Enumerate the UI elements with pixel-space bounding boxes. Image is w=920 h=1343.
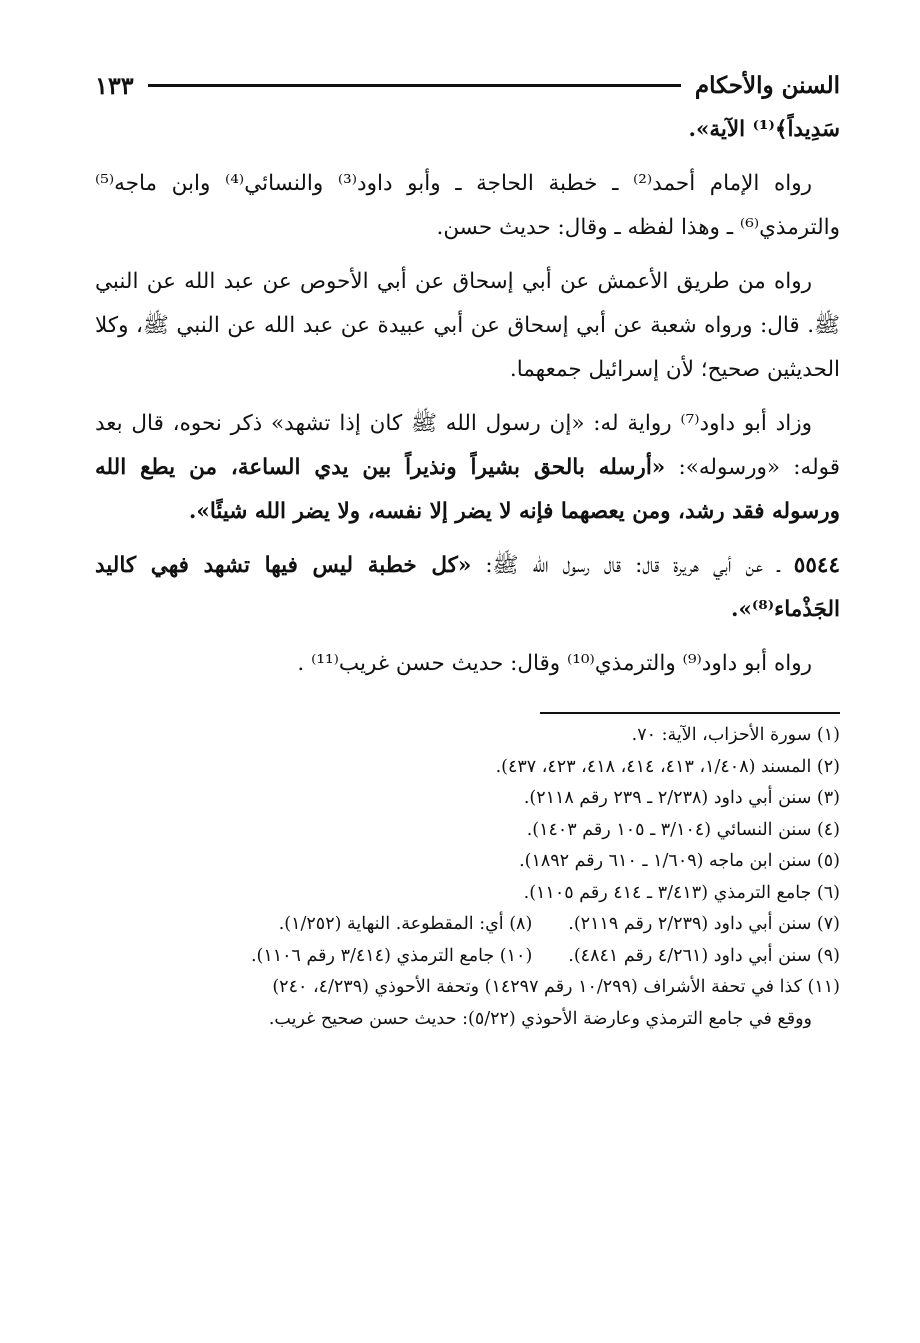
paragraph-isnad: رواه من طريق الأعمش عن أبي إسحاق عن أبي الأحوص عن عبد الله عن النبي ﷺ. قال: ورواه شعبة عن أبي إسحاق عن أبي عبيدة عن عبد الله عن النبي ﷺ، وكلا الحديثين صحيح؛ لأن إسرائيل جمعهما. — [95, 269, 840, 382]
footnote-row-7-8 — [95, 909, 840, 941]
page — [95, 62, 840, 1035]
footnote-4: (٤) سنن النسائي (٣/١٠٤ ـ ١٠٥ رقم ١٤٠٣). — [526, 819, 840, 840]
footnote-11: (١١) كذا في تحفة الأشراف (١٠/٢٩٩ رقم ١٤٢٩٧) وتحفة الأحوذي (٤/٢٣٩، ٢٤٠) — [272, 977, 840, 997]
hadith-chain: ـ عن أبي هريرة قال: قال رسول الله ﷺ: — [471, 553, 794, 578]
footnote-1: (١) سورة الأحزاب، الآية: ٧٠. — [631, 725, 840, 745]
header-rule — [148, 84, 681, 87]
footnote-separator — [540, 712, 840, 714]
footnote-2: (٢) المسند (١/٤٠٨، ٤١٣، ٤١٤، ٤١٨، ٤٢٣، ٤٣٧). — [495, 756, 840, 777]
footnote-9: (٩) سنن أبي داود (٤/٢٦١ رقم ٤٨٤١). — [568, 945, 840, 966]
footnotes — [95, 720, 840, 1035]
footnote-11-continuation: ووقع في جامع الترمذي وعارضة الأحوذي (٥/٢٢): حديث حسن صحيح غريب. — [268, 1008, 812, 1029]
page-number: ١٣٣ — [95, 70, 134, 100]
footnote-7: (٧) سنن أبي داود (٢/٢٣٩ رقم ٢١١٩). — [568, 914, 840, 934]
addition-quote: «أرسله بالحق بشيراً ونذيراً بين يدي الساعة، من يطع الله ورسوله فقد رشد، ومن يعصهما فإنه لا يضر إلا نفسه، ولا يضر الله شيئًا». — [95, 455, 840, 524]
main-text — [95, 108, 840, 686]
hadith-matn: «كل خطبة ليس فيها تشهد فهي كاليد الجَذْماء⁽⁸⁾». — [95, 553, 840, 622]
hadith-number: ٥٥٤٤ — [793, 553, 840, 578]
verse-ending: سَدِيداً﴾⁽¹⁾ الآية». — [688, 117, 840, 142]
footnote-5: (٥) سنن ابن ماجه (١/٦٠٩ ـ ٦١٠ رقم ١٨٩٢). — [519, 851, 840, 871]
paragraph-abu-dawud-addition — [95, 402, 840, 534]
header-title: السنن والأحكام — [694, 71, 840, 99]
running-header — [95, 62, 840, 108]
hadith-5544 — [95, 544, 840, 632]
footnote-3: (٣) سنن أبي داود (٢/٢٣٨ ـ ٢٣٩ رقم ٢١١٨). — [523, 788, 840, 808]
footnote-6: (٦) جامع الترمذي (٣/٤١٣ ـ ٤١٤ رقم ١١٠٥). — [523, 882, 840, 903]
paragraph-takhrij: رواه أبو داود⁽⁹⁾ والترمذي⁽¹⁰⁾ وقال: حديث حسن غريب⁽¹¹⁾ . — [297, 651, 812, 676]
paragraph-narration-ahmad: رواه الإمام أحمد⁽²⁾ ـ خطبة الحاجة ـ وأبو داود⁽³⁾ والنسائي⁽⁴⁾ وابن ماجه⁽⁵⁾ والترمذي⁽⁶⁾ ـ وهذا لفظه ـ وقال: حديث حسن. — [95, 171, 840, 240]
footnote-8: (٨) أي: المقطوعة. النهاية (١/٢٥٢). — [278, 914, 533, 934]
footnote-10: (١٠) جامع الترمذي (٣/٤١٤ رقم ١١٠٦). — [250, 945, 533, 966]
footnote-row-9-10 — [95, 941, 840, 973]
addition-intro: وزاد أبو داود⁽⁷⁾ رواية له: «إن رسول الله ﷺ كان إذا تشهد» ذكر نحوه، قال بعد قوله: «ورسوله»: — [95, 411, 841, 480]
